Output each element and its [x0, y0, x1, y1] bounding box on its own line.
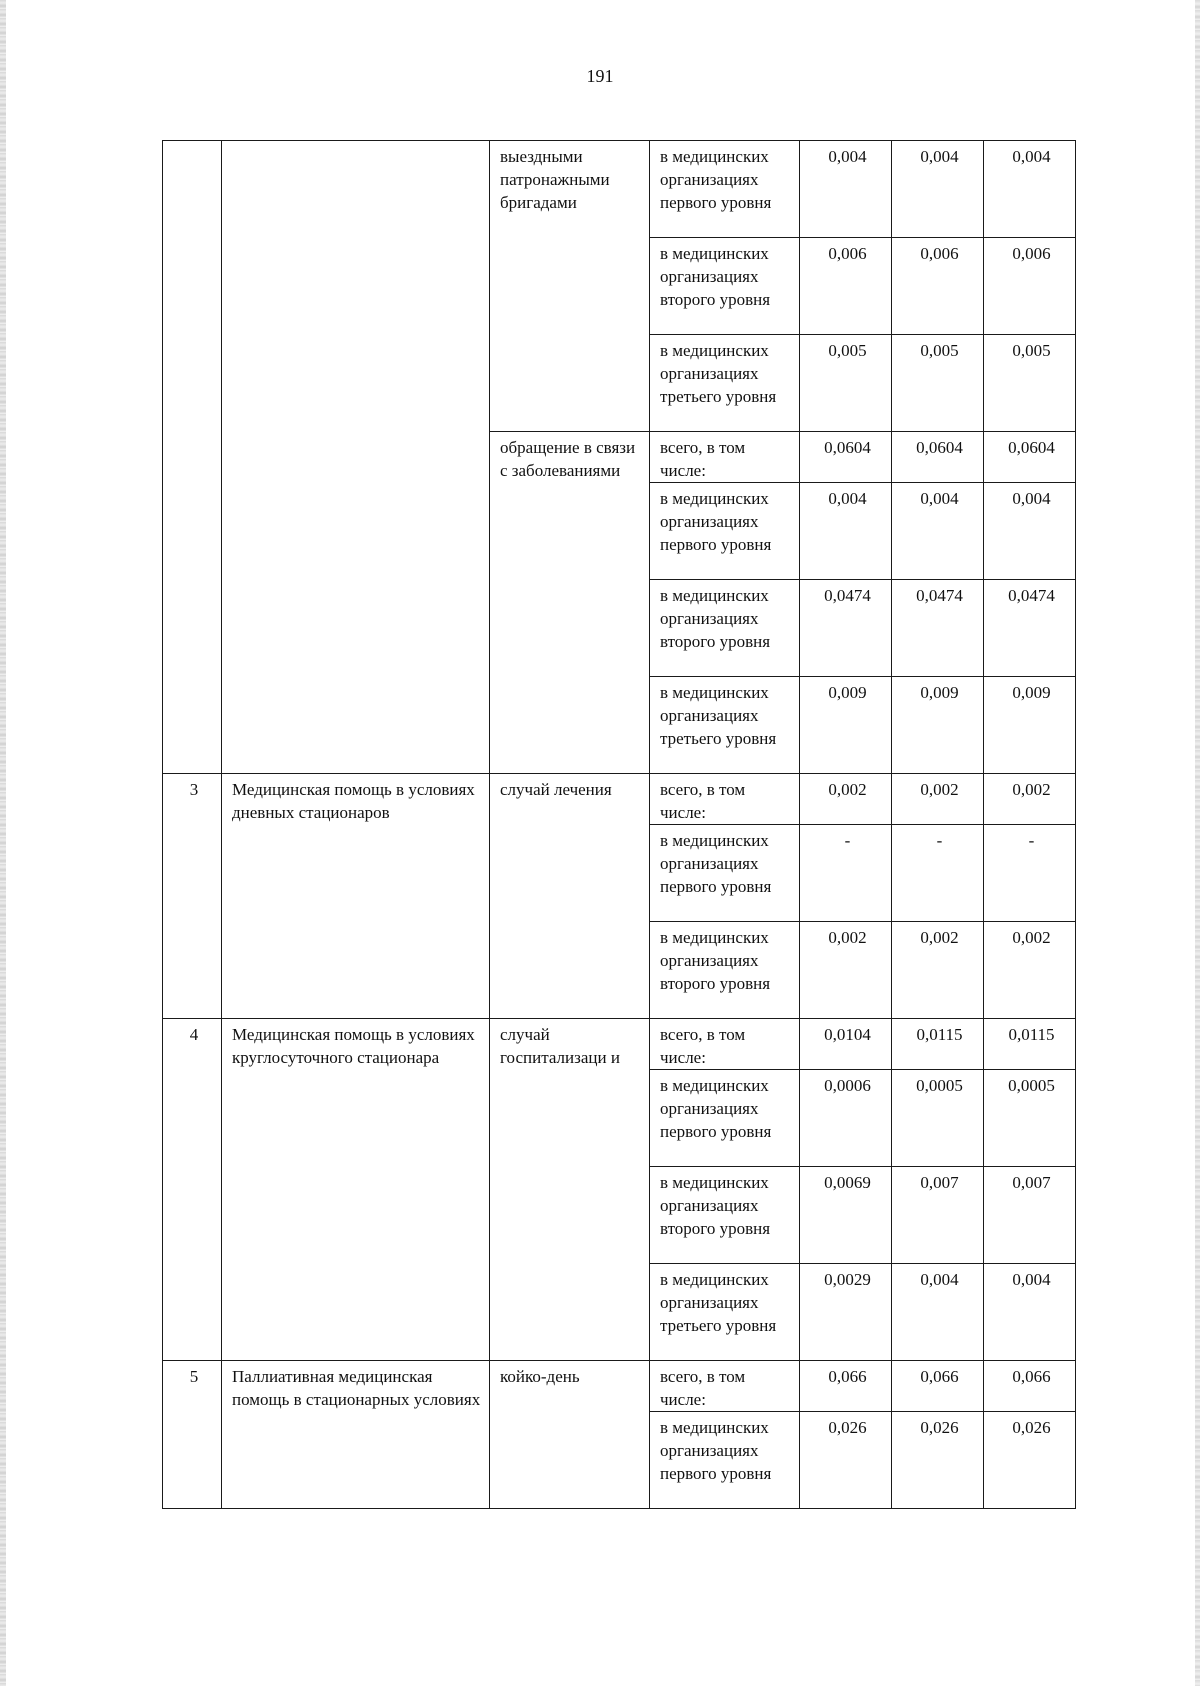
- unit-cell: случай госпитализаци и: [490, 1019, 650, 1361]
- care-type-cell: Паллиативная медицинская помощь в стационарных условиях: [222, 1361, 490, 1509]
- value-cell: 0,004: [892, 483, 984, 580]
- value-cell: 0,004: [984, 141, 1076, 238]
- value-cell: 0,066: [892, 1361, 984, 1412]
- value-cell: 0,007: [984, 1167, 1076, 1264]
- row-number-cell: 5: [163, 1361, 222, 1509]
- value-cell: 0,0474: [984, 580, 1076, 677]
- row-number-cell: 3: [163, 774, 222, 1019]
- value-cell: 0,007: [892, 1167, 984, 1264]
- value-cell: 0,0005: [984, 1070, 1076, 1167]
- value-cell: 0,002: [984, 922, 1076, 1019]
- level-cell: в медицинских организациях второго уровня: [650, 1167, 800, 1264]
- level-cell: в медицинских организациях третьего уровня: [650, 1264, 800, 1361]
- level-cell: в медицинских организациях третьего уровня: [650, 335, 800, 432]
- value-cell: 0,004: [892, 141, 984, 238]
- unit-cell: койко-день: [490, 1361, 650, 1509]
- value-cell: 0,006: [984, 238, 1076, 335]
- value-cell: 0,0474: [892, 580, 984, 677]
- level-cell: в медицинских организациях второго уровня: [650, 580, 800, 677]
- level-cell: в медицинских организациях третьего уровня: [650, 677, 800, 774]
- care-type-cell: [222, 141, 490, 774]
- value-cell: 0,0104: [800, 1019, 892, 1070]
- care-type-cell: Медицинская помощь в условиях дневных стационаров: [222, 774, 490, 1019]
- value-cell: 0,009: [892, 677, 984, 774]
- value-cell: 0,009: [984, 677, 1076, 774]
- level-cell: в медицинских организациях первого уровня: [650, 825, 800, 922]
- value-cell: 0,0604: [984, 432, 1076, 483]
- value-cell: 0,066: [800, 1361, 892, 1412]
- value-cell: 0,0474: [800, 580, 892, 677]
- value-cell: 0,0006: [800, 1070, 892, 1167]
- level-cell: всего, в том числе:: [650, 1019, 800, 1070]
- value-cell: 0,009: [800, 677, 892, 774]
- value-cell: 0,005: [984, 335, 1076, 432]
- value-cell: 0,026: [892, 1412, 984, 1509]
- unit-cell: случай лечения: [490, 774, 650, 1019]
- value-cell: 0,004: [892, 1264, 984, 1361]
- table-row: [163, 1361, 1076, 1412]
- value-cell: 0,002: [800, 922, 892, 1019]
- value-cell: 0,0604: [892, 432, 984, 483]
- value-cell: 0,002: [892, 922, 984, 1019]
- value-cell: 0,002: [892, 774, 984, 825]
- value-cell: 0,005: [800, 335, 892, 432]
- scan-edge-right: [1195, 0, 1200, 1686]
- value-cell: -: [984, 825, 1076, 922]
- table-row: [163, 774, 1076, 825]
- value-cell: 0,0005: [892, 1070, 984, 1167]
- level-cell: в медицинских организациях первого уровня: [650, 141, 800, 238]
- value-cell: 0,0115: [984, 1019, 1076, 1070]
- value-cell: 0,0604: [800, 432, 892, 483]
- value-cell: 0,006: [800, 238, 892, 335]
- value-cell: 0,002: [800, 774, 892, 825]
- row-number-cell: 4: [163, 1019, 222, 1361]
- value-cell: 0,0069: [800, 1167, 892, 1264]
- value-cell: 0,0115: [892, 1019, 984, 1070]
- value-cell: 0,004: [800, 483, 892, 580]
- value-cell: 0,006: [892, 238, 984, 335]
- level-cell: в медицинских организациях второго уровня: [650, 238, 800, 335]
- value-cell: 0,005: [892, 335, 984, 432]
- scan-edge-left: [0, 0, 6, 1686]
- row-number-cell: [163, 141, 222, 774]
- unit-cell: обращение в связи с заболеваниями: [490, 432, 650, 774]
- unit-cell: выездными патронажными бригадами: [490, 141, 650, 432]
- value-cell: -: [892, 825, 984, 922]
- level-cell: всего, в том числе:: [650, 774, 800, 825]
- value-cell: 0,004: [800, 141, 892, 238]
- value-cell: 0,004: [984, 483, 1076, 580]
- level-cell: всего, в том числе:: [650, 1361, 800, 1412]
- value-cell: 0,026: [800, 1412, 892, 1509]
- value-cell: 0,066: [984, 1361, 1076, 1412]
- data-table: [162, 140, 1076, 1509]
- level-cell: в медицинских организациях первого уровня: [650, 1070, 800, 1167]
- table-row: [163, 141, 1076, 238]
- level-cell: в медицинских организациях первого уровня: [650, 483, 800, 580]
- page-number: 191: [586, 66, 614, 86]
- care-type-cell: Медицинская помощь в условиях круглосуточного стационара: [222, 1019, 490, 1361]
- level-cell: в медицинских организациях первого уровня: [650, 1412, 800, 1509]
- value-cell: 0,026: [984, 1412, 1076, 1509]
- value-cell: 0,0029: [800, 1264, 892, 1361]
- value-cell: -: [800, 825, 892, 922]
- level-cell: в медицинских организациях второго уровня: [650, 922, 800, 1019]
- table-row: [163, 1019, 1076, 1070]
- value-cell: 0,004: [984, 1264, 1076, 1361]
- value-cell: 0,002: [984, 774, 1076, 825]
- level-cell: всего, в том числе:: [650, 432, 800, 483]
